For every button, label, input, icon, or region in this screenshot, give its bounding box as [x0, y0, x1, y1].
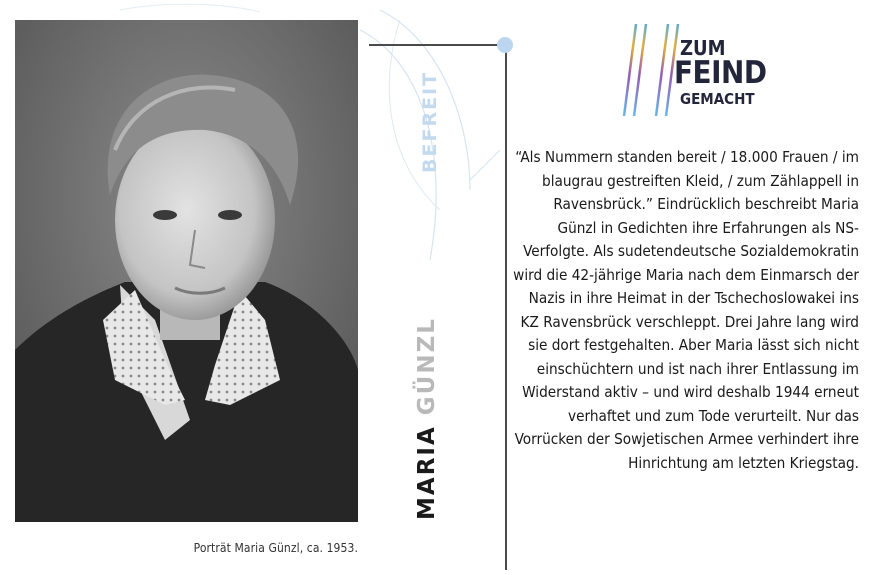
logo-word-3: GEMACHT [680, 90, 755, 108]
first-name: MARIA [414, 425, 440, 520]
horizontal-divider [369, 44, 506, 46]
photo-caption: Porträt Maria Günzl, ca. 1953. [193, 541, 358, 555]
portrait-photo [15, 20, 358, 522]
zum-feind-gemacht-logo [610, 20, 780, 120]
last-name: GÜNZL [414, 317, 440, 416]
biography-text: “Als Nummern standen bereit / 18.000 Frauen / im blaugrau gestreiften Kleid, / zum Zählappell in Ravensbrück.” Eindrücklich beschreibt Maria Günzl in Gedichten ihre Erfahrungen als NS-Verfolgte. Als sudetendeutsche Sozialdemokratin wird die 42-jährige Maria nach dem Einmarsch der Nazis in ihre Heimat in der Tschechoslowakei ins KZ Ravensbrück verschleppt. Drei Jahre lang wird sie dort festgehalten. Aber Maria lässt sich nicht einschüchtern und ist nach ihrer Entlassung im Widerstand aktiv – und wird deshalb 1944 erneut verhaftet und zum Tode verurteilt. Nur das Vorrücken der Sowjetischen Armee verhindert ihre Hinrichtung am letzten Kriegstag. [513, 148, 859, 472]
logo-word-2: FEIND [674, 55, 767, 91]
divider-dot [497, 37, 513, 53]
person-name [414, 317, 440, 520]
portrait-image [15, 20, 358, 522]
logo-word-1: ZUM [680, 36, 726, 60]
category-label: BEFREIT [419, 70, 441, 173]
vertical-divider [505, 46, 507, 570]
